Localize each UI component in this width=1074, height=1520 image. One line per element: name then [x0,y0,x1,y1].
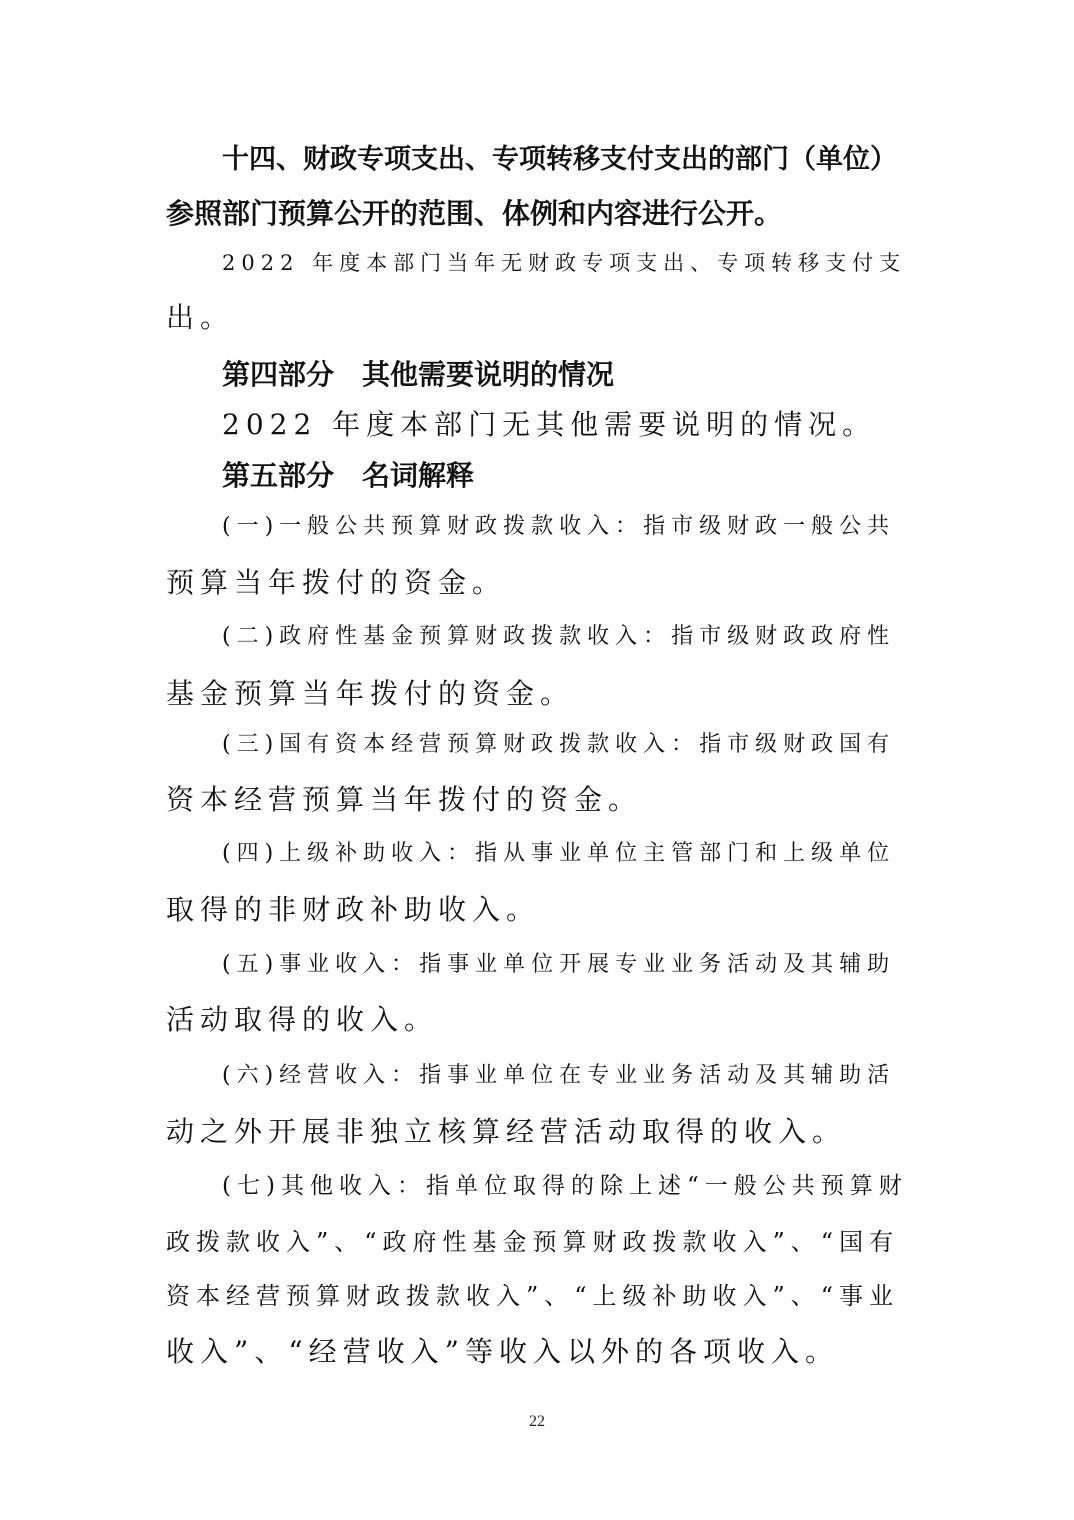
term-7-line1: (七)其他收入：指单位取得的除上述“一般公共预算财 [222,1173,908,1199]
term-3-line1: (三)国有资本经营预算财政拨款收入：指市级财政国有 [222,732,896,757]
term-2-line1: (二)政府性基金预算财政拨款收入：指市级财政政府性 [222,624,896,649]
term-5-line2: 活动取得的收入。 [166,1003,439,1036]
term-4-line2: 取得的非财政补助收入。 [166,893,541,926]
term-7-line4: 收入”、“经营收入”等收入以外的各项收入。 [166,1335,839,1368]
term-5-line1: (五)事业收入：指事业单位开展专业业务活动及其辅助 [222,952,896,977]
part5-heading: 第五部分 名词解释 [222,459,475,492]
term-6-line1: (六)经营收入：指事业单位在专业业务活动及其辅助活 [222,1063,896,1088]
term-3-line2: 资本经营预算当年拨付的资金。 [166,783,643,816]
section14-heading-line2: 参照部门预算公开的范围、体例和内容进行公开。 [166,197,783,230]
section14-body-line1: 2022 年度本部门当年无财政专项支出、专项转移支付支 [222,251,907,275]
section14-body-line2: 出。 [166,301,235,334]
term-7-line2: 政拨款收入”、“政府性基金预算财政拨款收入”、“国有 [166,1228,900,1256]
term-1-line1: (一)一般公共预算财政拨款收入：指市级财政一般公共 [222,514,896,539]
term-7-line3: 资本经营预算财政拨款收入”、“上级补助收入”、“事业 [166,1282,900,1310]
section14-heading-line1: 十四、财政专项支出、专项转移支付支出的部门（单位） [222,144,897,175]
term-1-line2: 预算当年拨付的资金。 [166,566,507,599]
term-4-line1: (四)上级补助收入：指从事业单位主管部门和上级单位 [222,841,896,866]
part4-heading: 第四部分 其他需要说明的情况 [222,358,615,391]
term-6-line2: 动之外开展非独立核算经营活动取得的收入。 [166,1115,847,1148]
term-2-line2: 基金预算当年拨付的资金。 [166,677,575,710]
part4-body: 2022 年度本部门无其他需要说明的情况。 [222,408,877,441]
page-number: 22 [529,1413,545,1430]
